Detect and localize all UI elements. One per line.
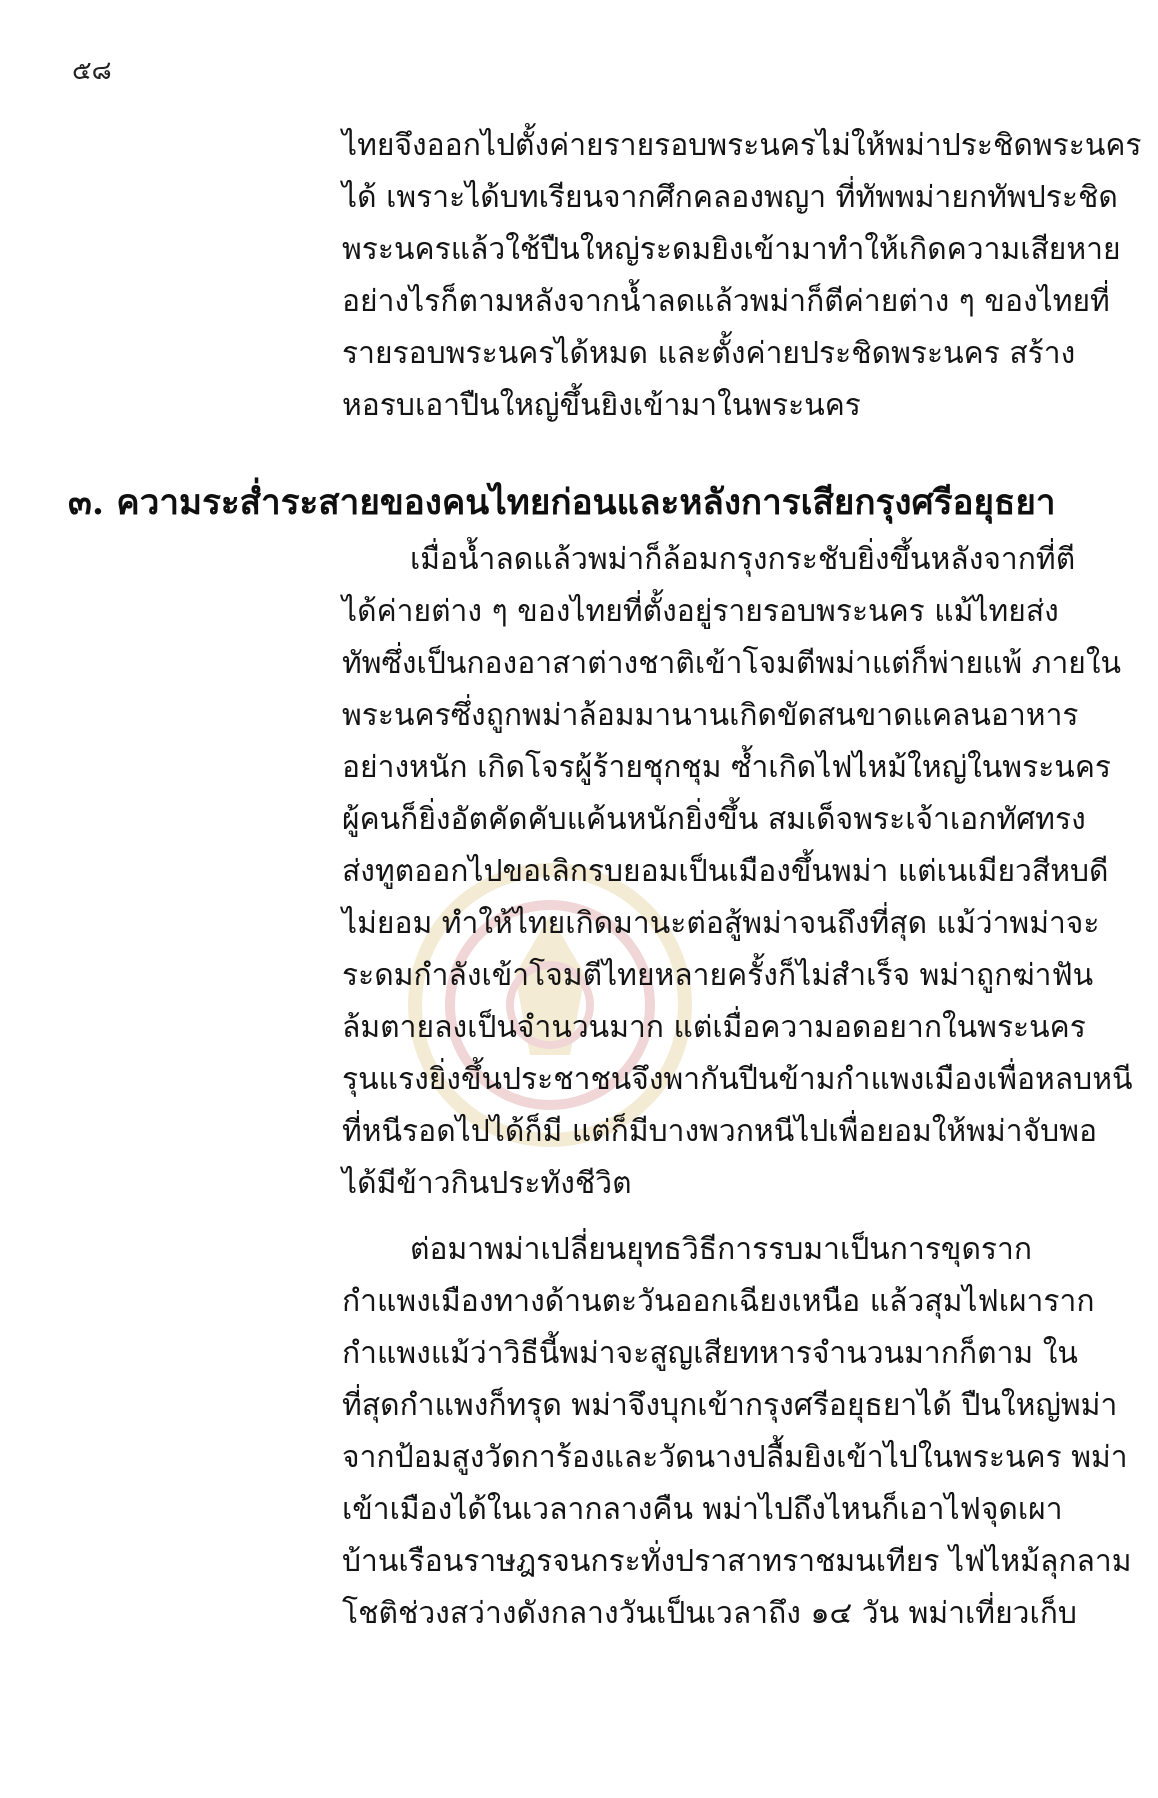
paragraph1-line: พระนครแล้วใช้ปืนใหญ่ระดมยิงเข้ามาทำให้เกิดความเสียหาย — [342, 232, 1121, 267]
paragraph2-line: ไม่ยอม ทำให้ไทยเกิดมานะต่อสู้พม่าจนถึงที่สุด แม้ว่าพม่าจะ — [342, 906, 1100, 941]
paragraph1-line: หอรบเอาปืนใหญ่ขึ้นยิงเข้ามาในพระนคร — [342, 388, 861, 423]
paragraph3-line: ต่อมาพม่าเปลี่ยนยุทธวิธีการรบมาเป็นการขุดราก — [410, 1232, 1033, 1267]
paragraph2-line: พระนครซึ่งถูกพม่าล้อมมานานเกิดขัดสนขาดแคลนอาหาร — [342, 698, 1079, 733]
paragraph3-line: ที่สุดกำแพงก็ทรุด พม่าจึงบุกเข้ากรุงศรีอยุธยาได้ ปืนใหญ่พม่า — [342, 1388, 1118, 1423]
paragraph2-line: ทัพซึ่งเป็นกองอาสาต่างชาติเข้าโจมตีพม่าแต่ก็พ่ายแพ้ ภายใน — [342, 646, 1122, 681]
paragraph2-line: ได้มีข้าวกินประทังชีวิต — [342, 1166, 632, 1201]
paragraph2-line: รุนแรงยิ่งขึ้นประชาชนจึงพากันปีนข้ามกำแพงเมืองเพื่อหลบหนี — [342, 1062, 1133, 1097]
paragraph2-line: อย่างหนัก เกิดโจรผู้ร้ายชุกชุม ซ้ำเกิดไฟไหม้ใหญ่ในพระนคร — [342, 750, 1111, 785]
page-number: ๕๘ — [72, 56, 112, 86]
paragraph3-line: จากป้อมสูงวัดการ้องและวัดนางปลื้มยิงเข้าไปในพระนคร พม่า — [342, 1440, 1128, 1475]
school-seal-watermark — [400, 855, 700, 1155]
paragraph2-line: ส่งทูตออกไปขอเลิกรบยอมเป็นเมืองขึ้นพม่า แต่เนเมียวสีหบดี — [342, 854, 1109, 889]
paragraph2-line: ระดมกำลังเข้าโจมตีไทยหลายครั้งก็ไม่สำเร็จ พม่าถูกฆ่าฟัน — [342, 958, 1094, 993]
paragraph3-line: บ้านเรือนราษฎรจนกระทั่งปราสาทราชมนเทียร ไฟไหม้ลุกลาม — [342, 1544, 1132, 1579]
paragraph3-line: กำแพงแม้ว่าวิธีนี้พม่าจะสูญเสียทหารจำนวนมากก็ตาม ใน — [342, 1336, 1078, 1371]
paragraph1-line: ไทยจึงออกไปตั้งค่ายรายรอบพระนครไม่ให้พม่าประชิดพระนคร — [342, 128, 1142, 163]
paragraph3-line: เข้าเมืองได้ในเวลากลางคืน พม่าไปถึงไหนก็เอาไฟจุดเผา — [342, 1492, 1063, 1527]
paragraph2-line: ที่หนีรอดไปได้ก็มี แต่ก็มีบางพวกหนีไปเพื่อยอมให้พม่าจับพอ — [342, 1114, 1097, 1149]
paragraph1-line: รายรอบพระนครได้หมด และตั้งค่ายประชิดพระนคร สร้าง — [342, 336, 1076, 371]
paragraph3-line: กำแพงเมืองทางด้านตะวันออกเฉียงเหนือ แล้วสุมไฟเผาราก — [342, 1284, 1095, 1319]
paragraph2-line: ได้ค่ายต่าง ๆ ของไทยที่ตั้งอยู่รายรอบพระนคร แม้ไทยส่ง — [342, 594, 1059, 629]
paragraph2-line: ผู้คนก็ยิ่งอัตคัดคับแค้นหนักยิ่งขึ้น สมเด็จพระเจ้าเอกทัศทรง — [342, 802, 1086, 837]
paragraph2-line: เมื่อน้ำลดแล้วพม่าก็ล้อมกรุงกระชับยิ่งขึ้นหลังจากที่ตี — [410, 542, 1076, 577]
section-heading: ๓. ความระส่ำระสายของคนไทยก่อนและหลังการเสียกรุงศรีอยุธยา — [68, 482, 1056, 523]
paragraph1-line: อย่างไรก็ตามหลังจากน้ำลดแล้วพม่าก็ตีค่ายต่าง ๆ ของไทยที่ — [342, 284, 1110, 319]
paragraph1-line: ได้ เพราะได้บทเรียนจากศึกคลองพญา ที่ทัพพม่ายกทัพประชิด — [342, 180, 1118, 215]
paragraph2-line: ล้มตายลงเป็นจำนวนมาก แต่เมื่อความอดอยากในพระนคร — [342, 1010, 1086, 1045]
paragraph3-line: โชติช่วงสว่างดังกลางวันเป็นเวลาถึง ๑๔ วัน พม่าเที่ยวเก็บ — [342, 1596, 1077, 1631]
